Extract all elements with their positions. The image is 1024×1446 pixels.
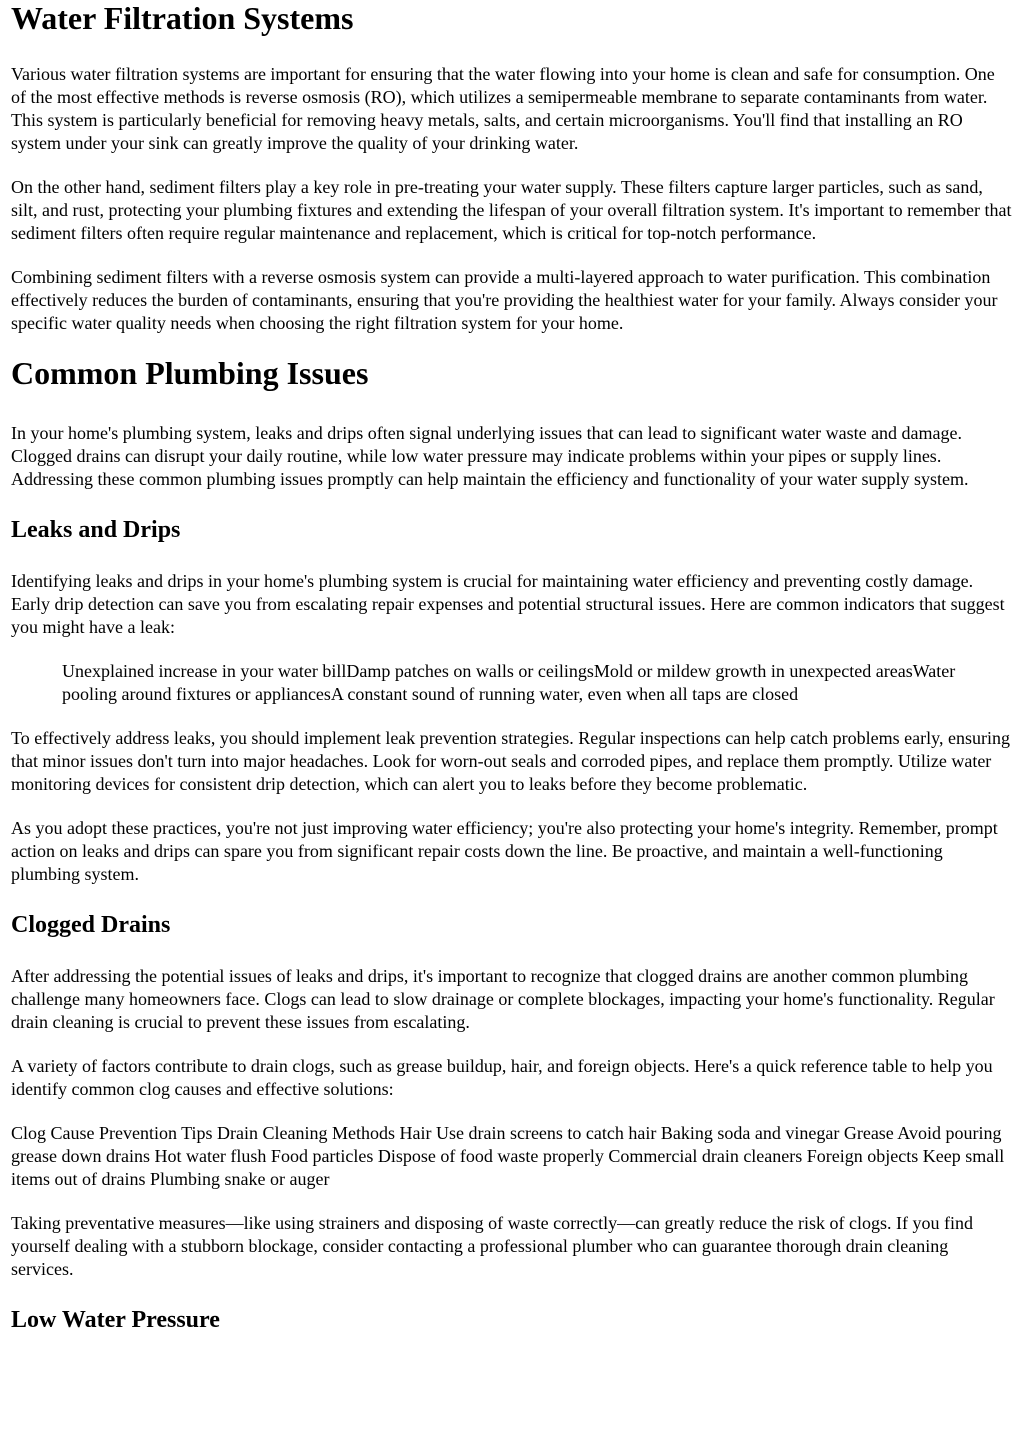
leak-indicators-list: Unexplained increase in your water billDamp patches on walls or ceilingsMold or mildew growth in unexpected areasWater pooling around fixtures or appliancesA constant sound of running water, even when all taps are closed bbox=[62, 661, 956, 704]
paragraph-leak-practices: As you adopt these practices, you're not just improving water efficiency; you're also protecting your home's integrity. Remember, prompt action on leaks and drips can spare you from significant repair costs down the line. Be proactive, and maintain a well-functioning plumbing system. bbox=[11, 818, 998, 884]
paragraph-leaks-intro: Identifying leaks and drips in your home's plumbing system is crucial for maintaining water efficiency and preventing costly damage. Early drip detection can save you from escalating repair expenses and potential structural issues. Here are common indicators that suggest you might have a leak: bbox=[11, 571, 1005, 637]
paragraph-common-issues-intro: In your home's plumbing system, leaks and drips often signal underlying issues that can lead to significant water waste and damage. Clogged drains can disrupt your daily routine, while low water pressure may indicate problems within your pipes or supply lines. Addressing these common plumbing issues promptly can help maintain the efficiency and functionality of your water supply system. bbox=[11, 423, 969, 489]
paragraph-clogged-intro: After addressing the potential issues of leaks and drips, it's important to recognize that clogged drains are another common plumbing challenge many homeowners face. Clogs can lead to slow drainage or complete blockages, impacting your home's functionality. Regular drain cleaning is crucial to prevent these issues from escalating. bbox=[11, 966, 995, 1032]
clog-reference-table: Clog Cause Prevention Tips Drain Cleaning Methods Hair Use drain screens to catch hair Baking soda and vinegar Grease Avoid pouring grease down drains Hot water flush Food particles Dispose of food waste properly Commercial drain cleaners Foreign objects Keep small items out of drains Plumbing snake or auger bbox=[11, 1123, 1005, 1189]
paragraph-sediment-filters: On the other hand, sediment filters play a key role in pre-treating your water supply. These filters capture larger particles, such as sand, silt, and rust, protecting your plumbing fixtures and extending the lifespan of your overall filtration system. It's important to remember that sediment filters often require regular maintenance and replacement, which is critical for top-notch performance. bbox=[11, 177, 1012, 243]
heading-common-plumbing-issues: Common Plumbing Issues bbox=[11, 355, 369, 391]
heading-low-water-pressure: Low Water Pressure bbox=[11, 1307, 220, 1333]
paragraph-preventative-measures: Taking preventative measures—like using strainers and disposing of waste correctly—can greatly reduce the risk of clogs. If you find yourself dealing with a stubborn blockage, consider contacting a professional plumber who can guarantee thorough drain cleaning services. bbox=[11, 1213, 973, 1279]
heading-water-filtration-systems: Water Filtration Systems bbox=[11, 0, 354, 36]
paragraph-leak-prevention: To effectively address leaks, you should implement leak prevention strategies. Regular inspections can help catch problems early, ensuring that minor issues don't turn into major headaches. Look for worn-out seals and corroded pipes, and replace them promptly. Utilize water monitoring devices for consistent drip detection, which can alert you to leaks before they become problematic. bbox=[11, 728, 1010, 794]
heading-leaks-and-drips: Leaks and Drips bbox=[11, 517, 181, 543]
paragraph-clog-factors: A variety of factors contribute to drain clogs, such as grease buildup, hair, and foreign objects. Here's a quick reference table to help you identify common clog causes and effective solutions: bbox=[11, 1056, 993, 1099]
paragraph-combined-filtration: Combining sediment filters with a reverse osmosis system can provide a multi-layered approach to water purification. This combination effectively reduces the burden of contaminants, ensuring that you're providing the healthiest water for your family. Always consider your specific water quality needs when choosing the right filtration system for your home. bbox=[11, 267, 998, 333]
heading-clogged-drains: Clogged Drains bbox=[11, 912, 171, 938]
paragraph-ro-systems: Various water filtration systems are important for ensuring that the water flowing into your home is clean and safe for consumption. One of the most effective methods is reverse osmosis (RO), which utilizes a semipermeable membrane to separate contaminants from water. This system is particularly beneficial for removing heavy metals, salts, and certain microorganisms. You'll find that installing an RO system under your sink can greatly improve the quality of your drinking water. bbox=[11, 64, 995, 153]
